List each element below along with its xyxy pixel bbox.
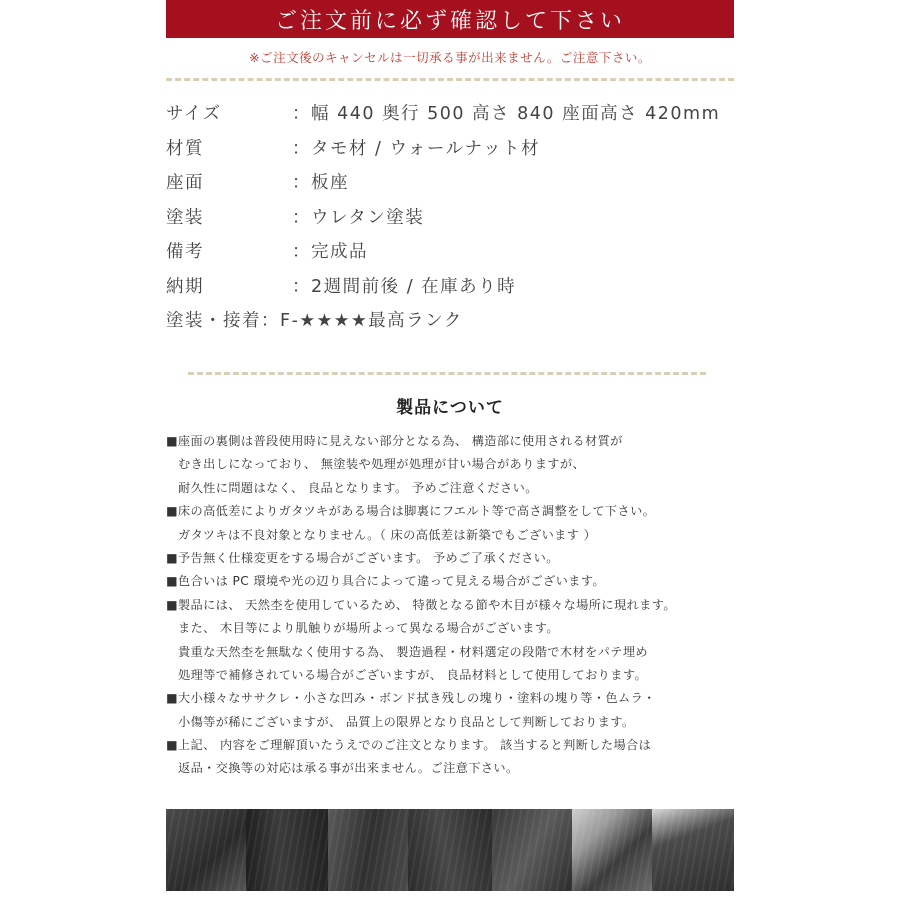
note-line: 耐久性に問題はなく、 良品となります。 予めご注意ください。 <box>178 480 538 495</box>
notice-banner <box>166 0 734 38</box>
spec-value: ：タモ材 / ウォールナット材 <box>292 138 541 159</box>
note-line: また、 木目等により肌触りが場所よって異なる場合がございます。 <box>178 621 559 636</box>
spec-row-material <box>166 135 766 170</box>
note-line: 処理等で補修されている場合がございますが、 良品材料として使用しております。 <box>178 667 648 682</box>
note-line: ■座面の裏側は普段使用時に見えない部分となる為、 構造部に使用される材質が <box>166 434 623 448</box>
section-title: 製品について <box>396 398 504 418</box>
cancellation-warning: ※ご注文後のキャンセルは一切承る事が出来ません。ご注意下さい。 <box>249 50 651 65</box>
wood-photo <box>408 809 492 891</box>
spec-label: 材質 <box>166 138 204 159</box>
spec-label: 納期 <box>166 276 204 297</box>
spec-row-seat <box>166 169 766 204</box>
note-line: ■予告無く仕様変更をする場合がございます。 予めご了承ください。 <box>166 550 559 565</box>
note-line: ■大小様々なササクレ・小さな凹み・ボンド拭き残しの塊り・塗料の塊り等・色ムラ・ <box>166 691 656 706</box>
spec-value: ：幅 440 奥行 500 高さ 840 座面高さ 420mm <box>292 104 721 124</box>
spec-row-adhesive <box>166 307 766 342</box>
spec-row-remarks <box>166 238 766 273</box>
spec-row-size <box>166 100 766 135</box>
spec-value: ：完成品 <box>292 242 368 262</box>
note-line: 貴重な天然杢を無駄なく使用する為、 製造過程・材料選定の段階で木材をパテ埋め <box>178 644 649 659</box>
note-line: 返品・交換等の対応は承る事が出来ません。ご注意下さい。 <box>178 761 519 776</box>
note-line: むき出しになっており、 無塗装や処理が処理が甘い場合がありますが、 <box>178 457 586 472</box>
spec-row-delivery <box>166 273 766 308</box>
note-line: ■上記、 内容をご理解頂いたうえでのご注文となります。 該当すると判断した場合は <box>166 738 652 753</box>
wood-photo-strip <box>166 809 734 891</box>
spec-label: 座面 <box>166 173 204 193</box>
spec-row-finish <box>166 204 766 239</box>
wood-photo <box>166 809 246 891</box>
spec-value: ：2週間前後 / 在庫あり時 <box>292 276 517 297</box>
divider-mid <box>188 372 706 375</box>
wood-photo <box>246 809 328 891</box>
spec-value: ：板座 <box>292 173 349 193</box>
banner-title: ご注文前に必ず確認して下さい <box>274 8 625 34</box>
note-line: ■製品には、 天然杢を使用しているため、 特徴となる節や木目が様々な場所に現れます。 <box>166 597 676 612</box>
spec-label: 塗装 <box>166 207 204 228</box>
wood-photo <box>328 809 408 891</box>
spec-label: サイズ <box>166 104 222 124</box>
note-line: 小傷等が稀にございますが、 品質上の限界となり良品として判断しております。 <box>178 714 635 729</box>
note-line: ■床の高低差によりガタツキがある場合は脚裏にフエルト等で高さ調整をして下さい。 <box>166 504 656 519</box>
spec-value: ：ウレタン塗装 <box>292 207 425 228</box>
note-line: ■色合いは PC 環境や光の辺り具合によって違って見える場合がございます。 <box>166 574 605 589</box>
wood-photo <box>572 809 652 891</box>
wood-photo <box>492 809 572 891</box>
product-notes <box>166 430 766 781</box>
spec-list <box>166 100 766 342</box>
wood-photo <box>652 809 734 891</box>
spec-label: 備考 <box>166 242 204 262</box>
spec-adhesive-text: 塗装・接着：F-★★★★最高ランク <box>166 311 463 331</box>
divider-top <box>166 78 734 81</box>
note-line: ガタツキは不良対象となりません。（ 床の高低差は新築でもございます ） <box>178 527 597 542</box>
